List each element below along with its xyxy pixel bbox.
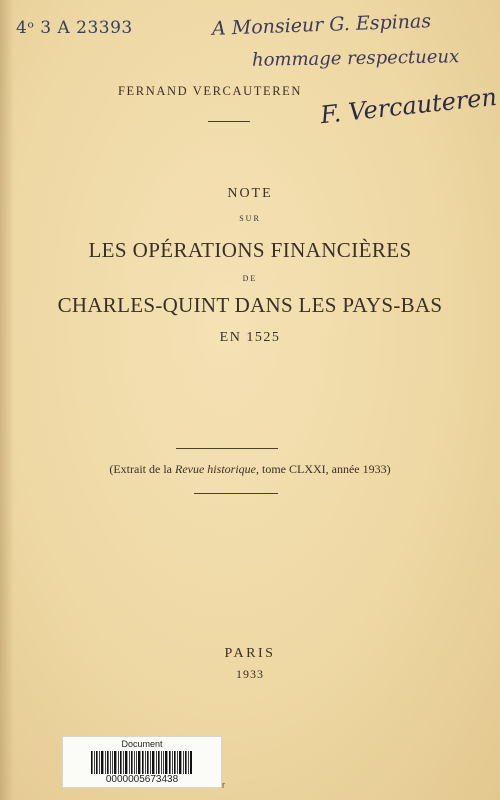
barcode-title: Document: [121, 739, 163, 749]
journal-name: Revue historique: [175, 462, 256, 476]
author-rule: [208, 121, 250, 122]
title-subject: CHARLES-QUINT DANS LES PAYS-BAS: [57, 293, 443, 317]
handwritten-dedication-line-1: A Monsieur G. Espinas: [211, 10, 432, 40]
barcode-flag: r: [222, 780, 225, 790]
divider-rule-bottom: [194, 493, 278, 494]
author-name: FERNAND VERCAUTEREN: [118, 84, 302, 98]
imprint-place: PARIS: [224, 646, 276, 661]
imprint-year: 1933: [236, 667, 264, 681]
title-sur: SUR: [239, 214, 261, 223]
barcode-bars: [91, 751, 193, 774]
title-year: EN 1525: [219, 330, 281, 345]
extract-prefix: (Extrait de la: [109, 462, 172, 476]
title-note: NOTE: [227, 186, 273, 201]
barcode-number: 0000005673438: [105, 774, 179, 785]
extract-note: [0, 462, 500, 477]
barcode-label: [62, 736, 222, 788]
handwritten-dedication-line-2: hommage respectueux: [251, 46, 460, 71]
title-de: DE: [242, 274, 258, 283]
handwritten-shelfmark: 4ᵒ 3 A 23393: [16, 18, 133, 38]
extract-suffix: , tome CLXXI, année 1933): [255, 462, 391, 476]
divider-rule-top: [176, 448, 278, 449]
author-signature: F. Vercauteren: [319, 82, 499, 130]
title-main: LES OPÉRATIONS FINANCIÈRES: [88, 238, 412, 262]
